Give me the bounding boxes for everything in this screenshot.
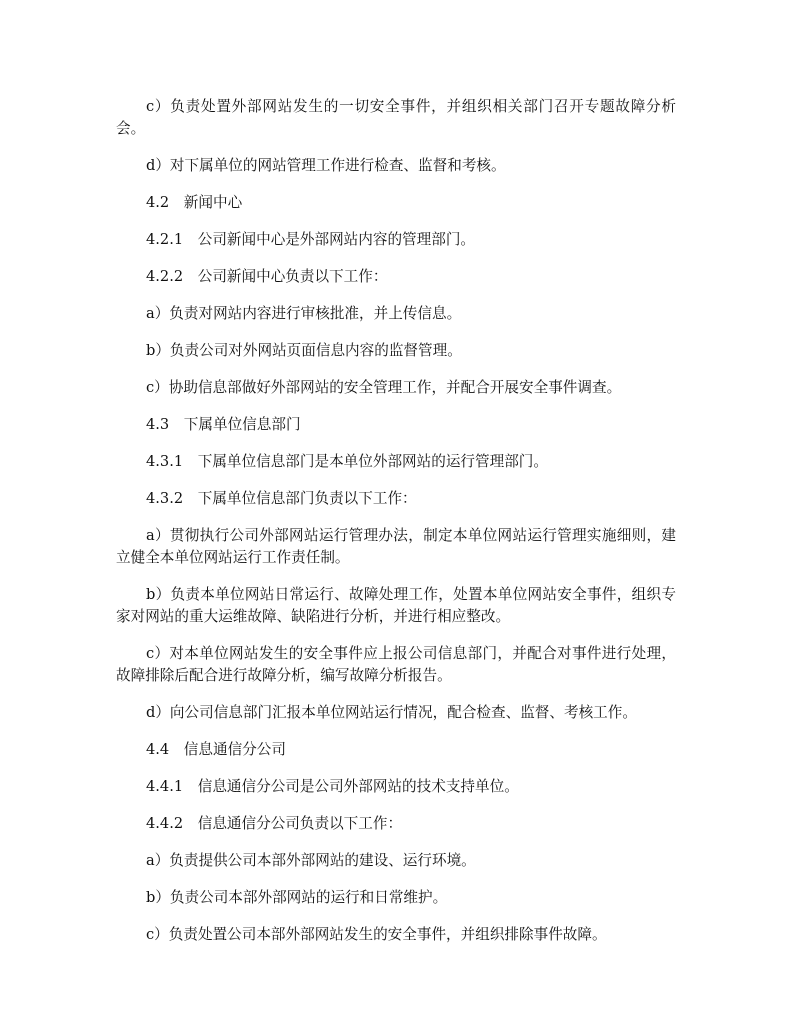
paragraph-4-3-1: 4.3.1 下属单位信息部门是本单位外部网站的运行管理部门。 bbox=[146, 453, 548, 470]
paragraph-b-maintenance: b）负责公司本部外部网站的运行和日常维护。 bbox=[146, 889, 448, 906]
document-body bbox=[116, 96, 676, 961]
paragraph-c-report-incidents: c）对本单位网站发生的安全事件应上报公司信息部门，并配合对事件进行处理，故障排除后配合进行故障分析，编写故障分析报告。 bbox=[116, 645, 676, 684]
paragraph-a-content-review: a）负责对网站内容进行审核批准，并上传信息。 bbox=[146, 305, 462, 322]
paragraph-c-assist-security: c）协助信息部做好外部网站的安全管理工作，并配合开展安全事件调查。 bbox=[146, 379, 622, 396]
paragraph-b-daily-operation: b）负责本单位网站日常运行、故障处理工作，处置本单位网站安全事件，组织专家对网站的重大运维故障、缺陷进行分析，并进行相应整改。 bbox=[116, 586, 676, 625]
paragraph-c-security-incidents: c）负责处置外部网站发生的一切安全事件，并组织相关部门召开专题故障分析会。 bbox=[116, 98, 676, 137]
section-heading-4-2: 4.2 新闻中心 bbox=[146, 194, 243, 211]
paragraph-a-provide-environment: a）负责提供公司本部外部网站的建设、运行环境。 bbox=[146, 852, 476, 869]
paragraph-a-implement-rules: a）贯彻执行公司外部网站运行管理办法，制定本单位网站运行管理实施细则，建立健全本单位网站运行工作责任制。 bbox=[116, 527, 676, 566]
paragraph-c-handle-incidents: c）负责处置公司本部外部网站发生的安全事件，并组织排除事件故障。 bbox=[146, 926, 607, 943]
paragraph-4-4-1: 4.4.1 信息通信分公司是公司外部网站的技术支持单位。 bbox=[146, 778, 519, 795]
paragraph-4-2-2: 4.2.2 公司新闻中心负责以下工作： bbox=[146, 268, 388, 285]
paragraph-4-4-2: 4.4.2 信息通信分公司负责以下工作： bbox=[146, 815, 403, 832]
paragraph-4-2-1: 4.2.1 公司新闻中心是外部网站内容的管理部门。 bbox=[146, 231, 476, 248]
paragraph-d-inspection: d）对下属单位的网站管理工作进行检查、监督和考核。 bbox=[146, 157, 506, 174]
paragraph-d-report-status: d）向公司信息部门汇报本单位网站运行情况，配合检查、监督、考核工作。 bbox=[146, 704, 637, 721]
paragraph-b-page-supervision: b）负责公司对外网站页面信息内容的监督管理。 bbox=[146, 342, 462, 359]
section-heading-4-4: 4.4 信息通信分公司 bbox=[146, 741, 286, 758]
section-heading-4-3: 4.3 下属单位信息部门 bbox=[146, 416, 301, 433]
paragraph-4-3-2: 4.3.2 下属单位信息部门负责以下工作： bbox=[146, 490, 417, 507]
